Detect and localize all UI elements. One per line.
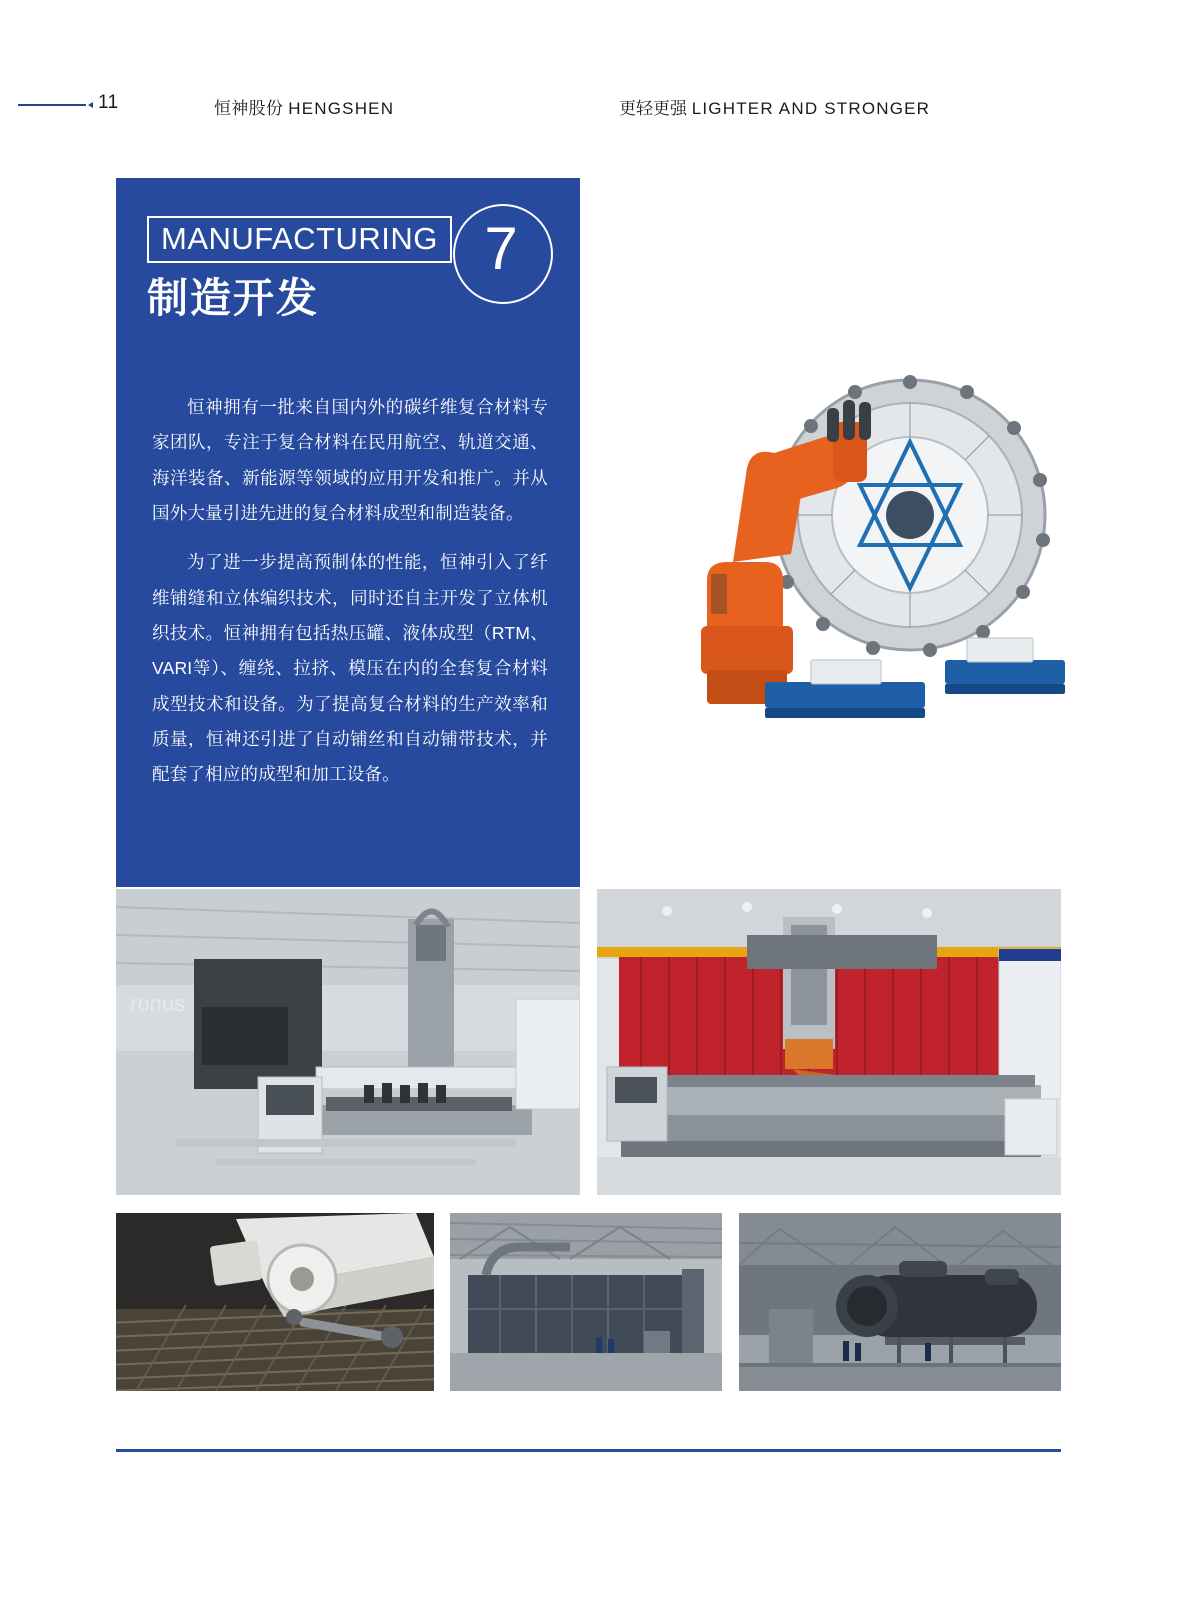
header-rule	[18, 104, 86, 106]
page-number: 11	[98, 92, 119, 113]
page-header	[0, 84, 1178, 128]
section-title-en-box	[147, 216, 452, 263]
section-paragraph: 恒神拥有一批来自国内外的碳纤维复合材料专家团队，专注于复合材料在民用航空、轨道交通、海洋装备、新能源等领域的应用开发和推广。并从国外大量引进先进的复合材料成型和制造装备。	[152, 397, 548, 524]
footer-rule	[116, 1449, 1061, 1452]
section-title-en: MANUFACTURING	[161, 221, 438, 256]
header-slogan-en: LIGHTER AND STRONGER	[691, 99, 931, 118]
section-panel	[116, 178, 580, 887]
header-company	[214, 94, 394, 119]
large-gantry-machining-center-photo	[597, 889, 1061, 1195]
section-paragraph: 为了进一步提高预制体的性能，恒神引入了纤维铺缝和立体编织技术，同时还自主开发了立体机织技术。恒神拥有包括热压罐、液体成型（RTM、VARI等）、缠绕、拉挤、模压在内的全套复合材料成型技术和设备。为了提高复合材料的生产效率和质量，恒神还引进了自动铺丝和自动铺带技术，并配套了相应的成型和加工设备。	[152, 552, 548, 785]
five-axis-gantry-machine-photo	[116, 889, 580, 1195]
header-arrow-icon	[88, 102, 93, 108]
autoclave-vessel-photo	[739, 1213, 1061, 1391]
section-body	[152, 390, 548, 807]
fiber-stitching-head-photo	[116, 1213, 434, 1391]
section-title-cn: 制造开发	[147, 275, 319, 321]
robot-braiding-machine-photo	[615, 330, 1085, 760]
header-slogan-cn: 更轻更强	[619, 99, 687, 118]
header-slogan	[619, 94, 930, 119]
header-company-en: HENGSHEN	[288, 99, 395, 118]
section-number: 7	[484, 215, 518, 282]
composite-curing-oven-photo	[450, 1213, 722, 1391]
header-company-cn: 恒神股份	[214, 99, 284, 118]
svg-text:ronus: ronus	[130, 991, 186, 1016]
